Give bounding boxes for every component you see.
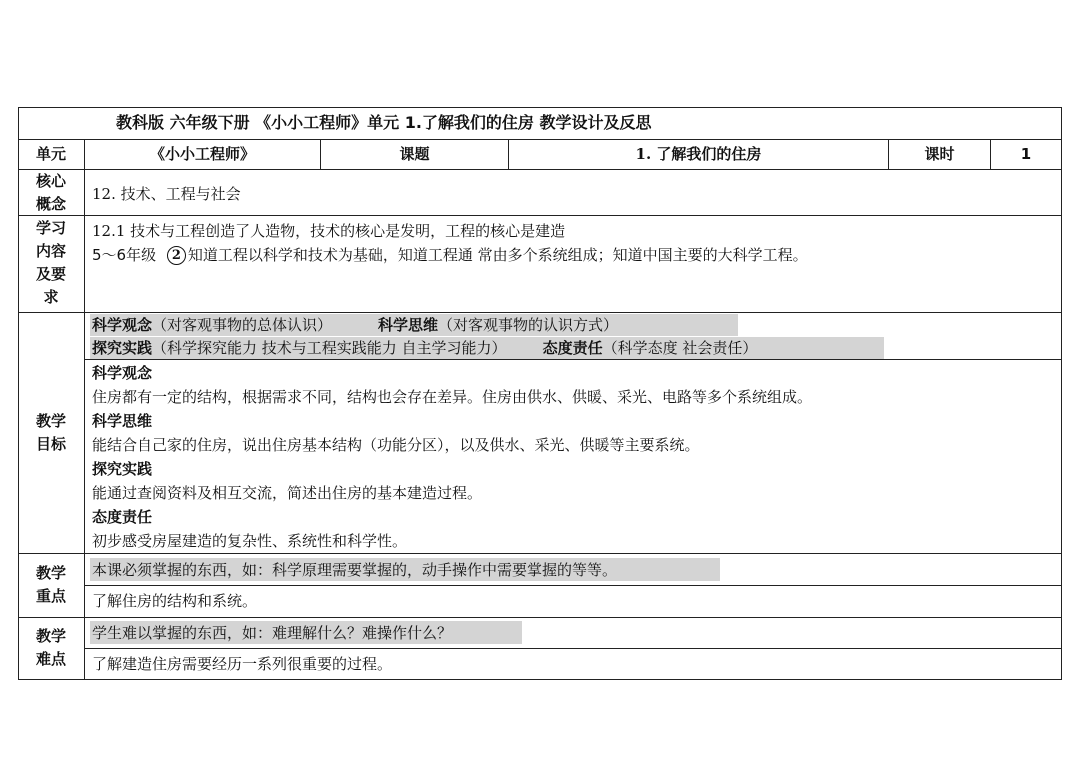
difficulties-value: 了解建造住房需要经历一系列很重要的过程。	[92, 655, 393, 673]
key-points-value: 了解住房的结构和系统。	[92, 592, 258, 610]
key-points-label: 教学 重点	[35, 564, 66, 605]
goals-legend-line-2: 探究实践（科学探究能力 技术与工程实践能力 自主学习能力） 态度责任（科学态度 社会责任）	[92, 339, 758, 357]
goal-heading-practice: 探究实践	[92, 460, 153, 478]
unit-value: 《小小工程师》	[149, 145, 255, 163]
goal-heading-attitude: 态度责任	[92, 508, 153, 526]
learning-requirements-label: 学习 内容 及要 求	[35, 219, 66, 306]
core-concept-label: 核心 概念	[35, 172, 66, 213]
goal-text-concept: 住房都有一定的结构，根据需求不同，结构也会存在差异。住房由供水、供暖、采光、电路等多个系统组成。	[92, 388, 813, 406]
goal-text-practice: 能通过查阅资料及相互交流，简述出住房的基本建造过程。	[92, 484, 483, 502]
key-points-hint: 本课必须掌握的东西，如：科学原理需要掌握的，动手操作中需要掌握的等等。	[92, 561, 618, 579]
hours-label: 课时	[924, 145, 955, 163]
goal-text-attitude: 初步感受房屋建造的复杂性、系统性和科学性。	[92, 532, 408, 550]
goal-text-thinking: 能结合自己家的住房，说出住房基本结构（功能分区），以及供水、采光、供暖等主要系统。	[92, 436, 700, 454]
learning-requirement-line-1: 12.1 技术与工程创造了人造物，技术的核心是发明，工程的核心是建造	[92, 222, 566, 240]
hours-value: 1	[1020, 145, 1032, 163]
core-concept-value: 12. 技术、工程与社会	[92, 185, 241, 203]
lesson-plan-table	[18, 107, 1062, 680]
circled-number-icon: 2	[167, 246, 186, 265]
topic-label: 课题	[399, 145, 430, 163]
document-title: 教科版 六年级下册 《小小工程师》单元 1.了解我们的住房 教学设计及反思	[116, 113, 652, 132]
difficulties-label: 教学 难点	[35, 627, 66, 668]
goal-heading-concept: 科学观念	[92, 364, 153, 382]
goals-legend-line-1: 科学观念（对客观事物的总体认识） 科学思维（对客观事物的认识方式）	[92, 316, 619, 334]
learning-requirement-line-2: 5～6年级 2 知道工程以科学和技术为基础，知道工程通 常由多个系统组成；知道中国主要的大科学工程。	[92, 246, 808, 264]
unit-label: 单元	[35, 145, 66, 163]
difficulties-hint: 学生难以掌握的东西，如：难理解什么？难操作什么？	[92, 624, 453, 642]
teaching-goals-label: 教学 目标	[35, 412, 66, 453]
goal-heading-thinking: 科学思维	[92, 412, 153, 430]
topic-value: 1. 了解我们的住房	[635, 145, 762, 163]
